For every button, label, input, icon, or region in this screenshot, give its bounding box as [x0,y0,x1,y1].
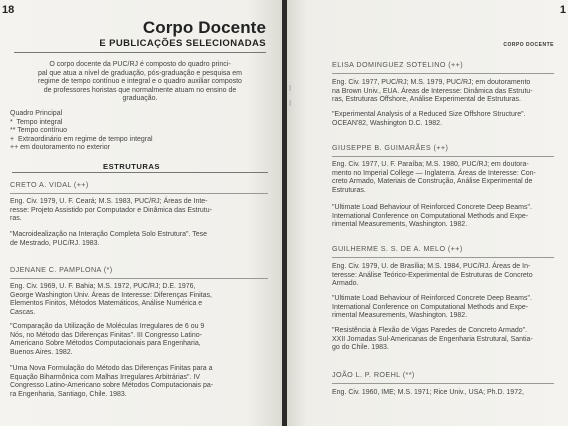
section-heading: ESTRUTURAS [103,162,160,171]
faculty-degrees: Eng. Civ. 1969, U. F. Bahia; M.S. 1972, PUC/RJ; D.E. 1976, George Washington Univ. Áreas de Interesse: Diferenças Finitas, Elementos Finitos, Métodos Matemáticos, Análise Numérica e Cascas. [10,283,212,316]
page-title: Corpo Docente [142,18,266,37]
faculty-name: DJENANE C. PAMPLONA (*) [10,265,113,274]
faculty-degrees: Eng. Civ. 1977, U. F. Paraíba; M.S. 1980, PUC/RJ; em doutora- mento no Imperial College — Inglaterra. Áreas de Interesse: Con- creto Armado, Materiais de Construção, Análise Experimental de Estruturas. [332,161,536,194]
faculty-name: ELISA DOMINGUEZ SOTELINO (++) [332,60,464,69]
entry-rule [332,257,554,258]
faculty-degrees: Eng. Civ. 1979, U. de Brasília; M.S. 1984, PUC/RJ. Áreas de In- teresse: Análise Teórico-Experimental de Estruturas de Concreto Armado. [332,263,533,288]
publication-text: "Uma Nova Formulação do Método das Diferenças Finitas para a Equação Biharmônica com Malhas Irregulares Arbitrárias". IV Congresso Latino-Americano sobre Métodos Computacionais pa- ra Engenharia, Santiago, Chile. 1983. [10,365,214,398]
entry-rule [332,383,554,384]
publication-text: "Comparação da Utilização de Moléculas Irregulares de 6 ou 9 Nós, no Método das Diferenças Finitas". III Congresso Latino- Americano Sobre Métodos Computacionais para Engenharia, Buenos Aires. 1982. [10,323,205,356]
right-page-number: 1 [559,4,566,16]
faculty-degrees: Eng. Civ. 1977, PUC/RJ; M.S. 1979, PUC/RJ; em doutoramento na Brown Univ., EUA. Áreas de Interesse: Dinâmica das Estrutu- ras, Estruturas Offshore, Análise Experimental de Estruturas. [332,79,533,104]
entry-rule [332,156,554,157]
faculty-name: GIUSEPPE B. GUIMARÃES (++) [332,143,449,152]
section-rule [12,172,268,173]
publication-text: "Experimental Analysis of a Reduced Size Offshore Structure". OCEAN'82, Washington D.C. 1982. [332,111,526,127]
title-rule [14,52,266,53]
margin-mark: I [289,99,292,108]
page-subtitle: E PUBLICAÇÕES SELECIONADAS [99,38,266,49]
left-page-number: 18 [2,4,15,16]
left-page [0,0,282,426]
entry-rule [10,193,268,194]
faculty-name: CRETO A. VIDAL (++) [10,180,89,189]
publication-text: "Resistência à Flexão de Vigas Paredes de Concreto Armado". XXII Jornadas Sul-Americanas de Engenharia Estrutural, Santia- go do Chile. 1983. [332,327,533,352]
right-page [287,0,568,426]
legend-block: Quadro Principal * Tempo integral ** Tempo contínuo + Extraordinário em regime de tempo integral ++ em doutoramento no exterior [10,110,153,152]
entry-rule [10,278,268,279]
faculty-name: JOÃO L. P. ROEHL (**) [332,370,415,379]
publication-text: "Ultimate Load Behaviour of Reinforced Concrete Deep Beams". International Conference on Computational Methods and Expe- rimental Measurements, Washington. 1982. [332,204,532,229]
faculty-degrees: Eng. Civ. 1979, U. F. Ceará; M.S. 1983, PUC/RJ; Áreas de Inte- resse: Projeto Assistido por Computador e Dinâmica das Estrutu- ras. [10,198,212,223]
publication-text: "Ultimate Load Behaviour of Reinforced Concrete Deep Beams". International Conference on Computational Methods and Expe- rimental Measurements, Washington. 1982. [332,295,532,320]
faculty-name: GUILHERME S. S. DE A. MELO (++) [332,244,463,253]
publication-text: "Macroidealização na Interação Completa Solo Estrutura". Tese de Mestrado, PUC/RJ. 1983. [10,231,208,247]
margin-mark: I [289,84,292,93]
entry-rule [332,73,554,74]
running-header: CORPO DOCENTE [503,42,554,48]
intro-paragraph: O corpo docente da PUC/RJ é composto do quadro princi- pal que atua a nível de graduação, pós-graduação e pesquisa em regime de tempo contínuo e integral e o quadro auxiliar composto de professores horistas que normalmente atuam no ensino de graduação. [38,61,242,103]
faculty-degrees: Eng. Civ. 1960, IME; M.S. 1971; Rice Univ., USA; Ph.D. 1972, [332,389,524,396]
